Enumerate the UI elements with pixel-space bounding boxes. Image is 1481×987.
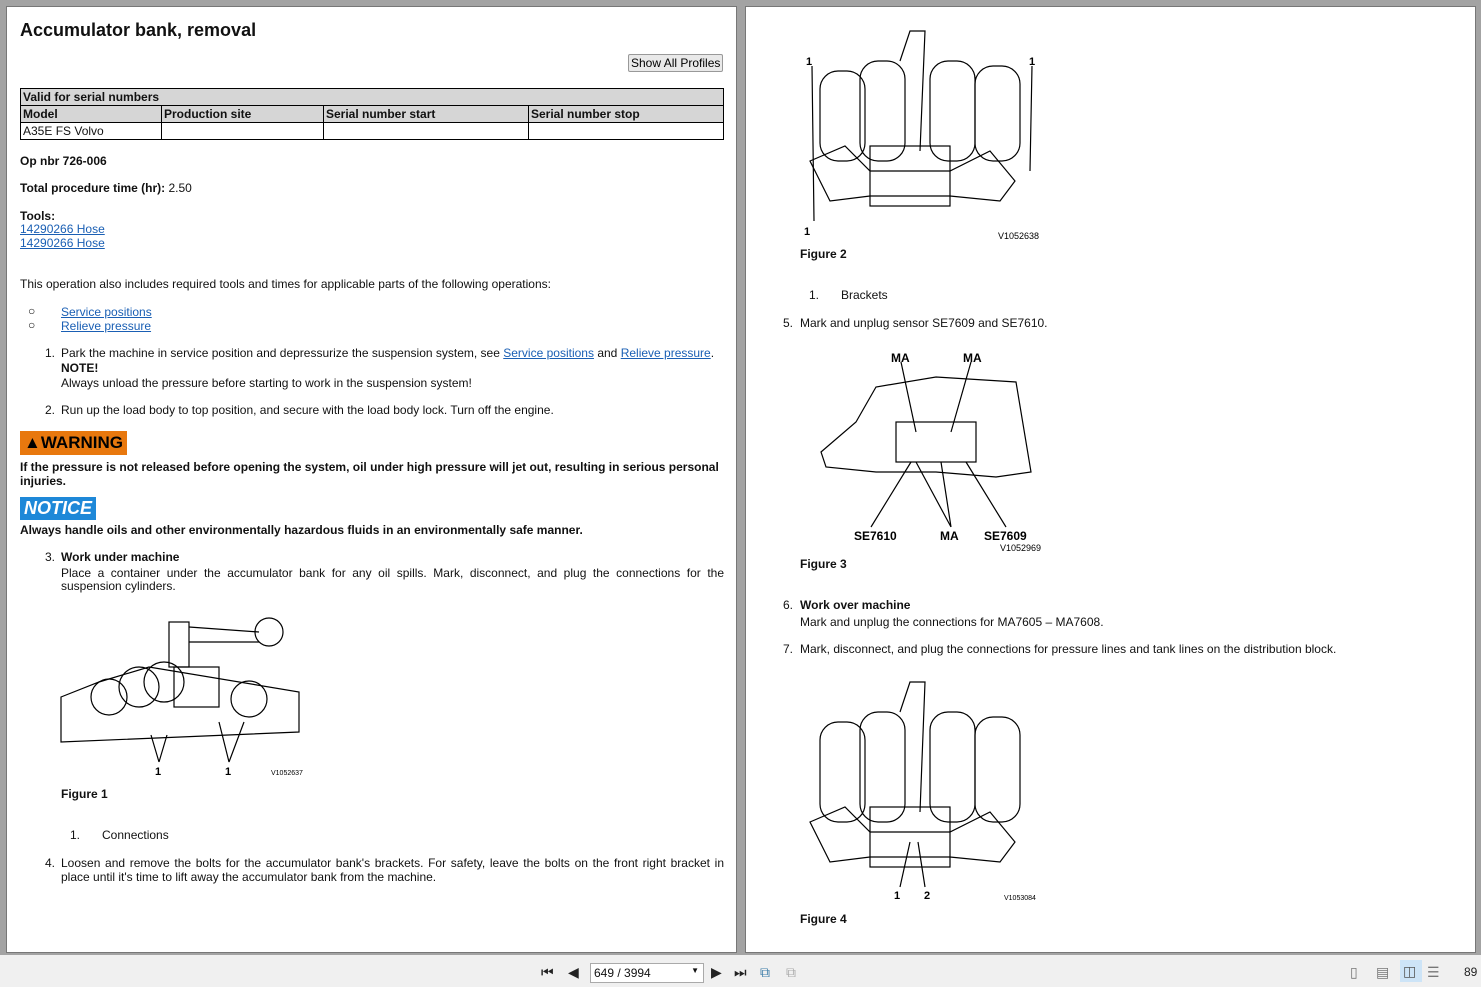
chevron-down-icon[interactable]: ▼ [691, 966, 699, 975]
column-header: Production site [162, 106, 324, 123]
callout: 1 [894, 890, 901, 902]
bullet-icon: ○ [28, 318, 36, 332]
warning-badge [20, 431, 127, 455]
step-number: 1. [45, 346, 56, 360]
relieve-pressure-link[interactable]: Relieve pressure [620, 346, 711, 360]
step-title: Work under machine [61, 550, 180, 564]
figure-code: V1052637 [271, 770, 303, 777]
warning-label: WARNING [40, 433, 123, 452]
step-7: Mark, disconnect, and plug the connections for pressure lines and tank lines on the distribution block. [800, 642, 1337, 656]
figure-code: V1052969 [1000, 543, 1042, 553]
column-header: Serial number start [324, 106, 529, 123]
figure-label: MA [891, 351, 910, 365]
table-row [21, 123, 724, 140]
figure-label: MA [963, 351, 982, 365]
legend-number: 1. [70, 828, 81, 842]
figure-caption: Figure 2 [800, 247, 847, 261]
figure-label: SE7609 [984, 529, 1027, 543]
included-op-link[interactable]: Relieve pressure [61, 319, 152, 333]
right-page [745, 6, 1476, 953]
column-header: Model [21, 106, 162, 123]
two-page-continuous-icon[interactable]: ☰ [1427, 964, 1440, 980]
service-positions-link[interactable]: Service positions [503, 346, 594, 360]
table-cell: A35E FS Volvo [21, 123, 162, 140]
previous-page-icon[interactable]: ◀ [568, 964, 579, 980]
figure-label: MA [940, 529, 959, 543]
bullet-icon: ○ [28, 304, 36, 318]
continuous-view-icon[interactable]: ▤ [1376, 964, 1390, 980]
table-cell [162, 123, 324, 140]
note-text: Always unload the pressure before starting to work in the suspension system! [61, 376, 472, 390]
left-page [6, 6, 737, 953]
step-text: Park the machine in service position and depressurize the suspension system, see [61, 346, 500, 360]
column-header: Serial number stop [529, 106, 724, 123]
last-page-icon[interactable]: ⏭ [734, 964, 747, 980]
step-text: . [710, 346, 715, 360]
step-5: Mark and unplug sensor SE7609 and SE7610. [800, 316, 1048, 330]
step-1 [61, 346, 721, 391]
op-number: Op nbr 726-006 [20, 154, 107, 168]
next-view-icon[interactable]: ⧉ [786, 964, 796, 980]
step-6: Mark and unplug the connections for MA7605 – MA7608. [800, 615, 1104, 629]
included-op-link[interactable]: Service positions [61, 305, 152, 319]
bottom-toolbar [0, 955, 1481, 987]
single-page-view-icon[interactable]: ▯ [1350, 964, 1358, 980]
two-page-view-icon[interactable]: ◫ [1400, 960, 1422, 982]
note-label: NOTE! [61, 361, 99, 375]
previous-view-icon[interactable]: ⧉ [760, 964, 770, 980]
includes-text: This operation also includes required tools and times for applicable parts of the following operations: [20, 277, 551, 291]
first-page-icon[interactable]: ⏮ [541, 964, 554, 980]
callout: 1 [1029, 56, 1036, 68]
step-number: 7. [783, 642, 794, 656]
legend-text: Connections [102, 828, 169, 842]
warning-triangle-icon: ▲ [24, 433, 41, 452]
figure-code: V1053084 [1004, 895, 1036, 902]
legend-text: Brackets [841, 288, 888, 302]
step-2: Run up the load body to top position, and secure with the load body lock. Turn off the engine. [61, 403, 554, 417]
next-page-icon[interactable]: ▶ [711, 964, 722, 980]
table-cell [529, 123, 724, 140]
procedure-time-value: 2.50 [168, 181, 192, 195]
step-title: Work over machine [800, 598, 911, 612]
step-number: 6. [783, 598, 794, 612]
step-number: 2. [45, 403, 56, 417]
page-number-select[interactable] [590, 963, 704, 983]
procedure-time-label: Total procedure time (hr): [20, 181, 166, 195]
callout: 1 [804, 226, 811, 238]
figure-2-illustration [800, 21, 1050, 245]
callout: 1 [806, 56, 813, 68]
figure-3-illustration [816, 342, 1056, 556]
callout: 2 [924, 890, 931, 902]
procedure-time [20, 181, 192, 195]
tools-label: Tools: [20, 209, 56, 223]
show-all-profiles-button[interactable]: Show All Profiles [628, 54, 723, 72]
notice-badge: NOTICE [20, 497, 96, 520]
figure-code: V1052638 [998, 231, 1040, 241]
figure-label: SE7610 [854, 529, 897, 543]
callout: 1 [155, 766, 162, 777]
figure-caption: Figure 1 [61, 787, 108, 801]
step-text: and [597, 346, 618, 360]
page-title: Accumulator bank, removal [20, 20, 257, 40]
notice-text: Always handle oils and other environmentally hazardous fluids in an environmentally safe manner. [20, 523, 583, 537]
step-number: 4. [45, 856, 56, 870]
figure-caption: Figure 3 [800, 557, 847, 571]
figure-caption: Figure 4 [800, 912, 847, 926]
serial-table [20, 88, 724, 140]
zoom-level[interactable]: 89 [1464, 965, 1478, 979]
tool-link[interactable]: 14290266 Hose [20, 236, 105, 250]
figure-4-illustration [800, 672, 1040, 902]
table-cell [324, 123, 529, 140]
figure-1-illustration [59, 607, 309, 777]
step-number: 3. [45, 550, 56, 564]
step-3: Place a container under the accumulator bank for any oil spills. Mark, disconnect, and plug the connections for the suspension cylinders. [61, 566, 724, 593]
warning-text: If the pressure is not released before opening the system, oil under high pressure will jet out, resulting in serious personal injuries. [20, 460, 719, 488]
step-4: Loosen and remove the bolts for the accumulator bank's brackets. For safety, leave the bolts on the front right bracket in place until it's time to lift away the accumulator bank from the machine. [61, 856, 724, 884]
tool-link[interactable]: 14290266 Hose [20, 222, 105, 236]
table-caption: Valid for serial numbers [21, 89, 724, 106]
legend-number: 1. [809, 288, 820, 302]
callout: 1 [225, 766, 232, 777]
page-number: 649 / 3994 [594, 966, 651, 980]
step-number: 5. [783, 316, 794, 330]
